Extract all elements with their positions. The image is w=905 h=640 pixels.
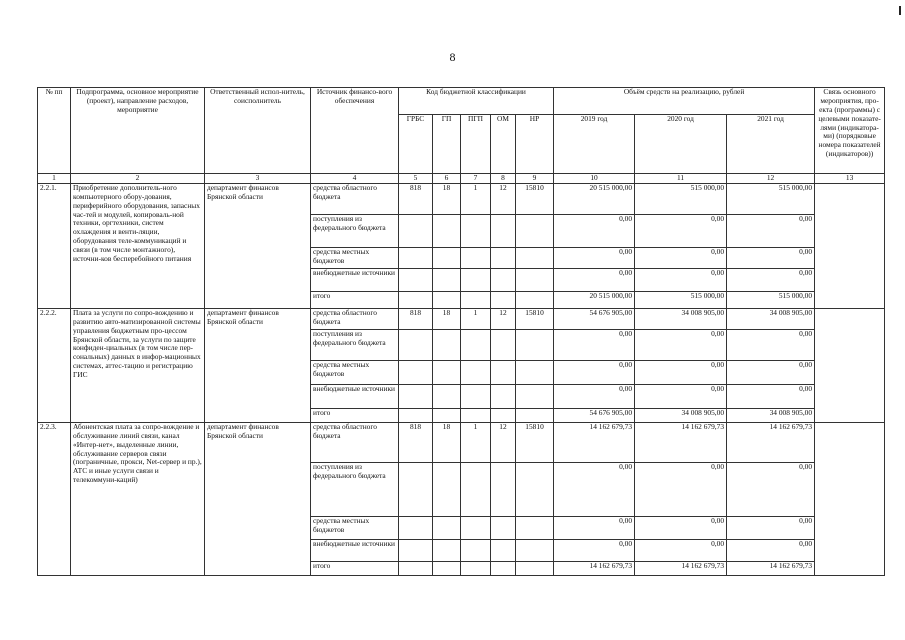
amount-2021: 0,00 [727, 360, 815, 384]
header-number: № пп [38, 88, 71, 174]
column-number: 12 [727, 174, 815, 184]
amount-2019: 0,00 [554, 384, 635, 408]
header-code-pgp: ПГП [461, 115, 491, 174]
amount-2019: 0,00 [554, 360, 635, 384]
amount-2021: 0,00 [727, 539, 815, 561]
entry-executor: департамент финансов Брянской области [205, 183, 311, 308]
total-label: итого [311, 291, 399, 308]
funding-source: средства местных бюджетов [311, 516, 399, 539]
amount-2020: 14 162 679,73 [635, 422, 727, 462]
page-number: 8 [449, 50, 456, 64]
entry-description: Плата за услуги по сопро-вождению и развитию авто-матизированной системы управления бюджетным про-цессом Брянской области, за услуги по защите конфиден-циальных (в том числе пер-сональных) данных в инфор-мационных системах, аттес-тацию и регистрацию ГИС [71, 308, 205, 422]
header-year-2019: 2019 год [554, 115, 635, 174]
amount-2020: 0,00 [635, 539, 727, 561]
amount-2020: 0,00 [635, 329, 727, 360]
indicator-link [815, 422, 885, 575]
amount-2019: 0,00 [554, 516, 635, 539]
code-gp: 18 [433, 308, 461, 329]
code-nr: 15810 [516, 422, 554, 462]
amount-2021: 0,00 [727, 384, 815, 408]
code-grbs: 818 [399, 422, 433, 462]
code-grbs: 818 [399, 308, 433, 329]
total-2021: 34 008 905,00 [727, 408, 815, 422]
amount-2020: 0,00 [635, 384, 727, 408]
indicator-link [815, 308, 885, 422]
funding-source: средства областного бюджета [311, 308, 399, 329]
amount-2019: 14 162 679,73 [554, 422, 635, 462]
header-code-gp: ГП [433, 115, 461, 174]
table-row [38, 422, 885, 462]
entry-executor: департамент финансов Брянской области [205, 308, 311, 422]
table-row [38, 183, 885, 214]
amount-2019: 0,00 [554, 329, 635, 360]
funding-source: внебюджетные источники [311, 384, 399, 408]
total-2020: 515 000,00 [635, 291, 727, 308]
header-year-2020: 2020 год [635, 115, 727, 174]
amount-2019: 0,00 [554, 268, 635, 291]
header-year-2021: 2021 год [727, 115, 815, 174]
funding-source: средства областного бюджета [311, 422, 399, 462]
amount-2019: 0,00 [554, 462, 635, 516]
total-2020: 14 162 679,73 [635, 561, 727, 575]
entry-executor: департамент финансов Брянской области [205, 422, 311, 575]
amount-2021: 0,00 [727, 247, 815, 268]
amount-2020: 0,00 [635, 214, 727, 247]
header-amount: Объём средств на реализацию, рублей [554, 88, 815, 115]
funding-source: средства местных бюджетов [311, 360, 399, 384]
funding-source: внебюджетные источники [311, 268, 399, 291]
column-number: 5 [399, 174, 433, 184]
amount-2019: 54 676 905,00 [554, 308, 635, 329]
header-executor: Ответственный испол-нитель, соисполнитель [205, 88, 311, 174]
total-label: итого [311, 408, 399, 422]
amount-2021: 0,00 [727, 214, 815, 247]
total-2020: 34 008 905,00 [635, 408, 727, 422]
code-om: 12 [491, 183, 516, 214]
scan-edge-mark [899, 6, 901, 15]
entry-description: Абонентская плата за сопро-вождение и обслуживание линий связи, канал «Интер-нет», выделенные линии, обслуживание серверов связи (пограничные, прокси, Net-сервер и пр.), АТС и иные услуги связи и телекоммуни-каций) [71, 422, 205, 575]
table-row [38, 308, 885, 329]
funding-source: поступления из федерального бюджета [311, 462, 399, 516]
funding-source: средства местных бюджетов [311, 247, 399, 268]
code-pgp: 1 [461, 422, 491, 462]
amount-2019: 0,00 [554, 214, 635, 247]
total-2019: 54 676 905,00 [554, 408, 635, 422]
entry-number: 2.2.1. [38, 183, 71, 308]
amount-2020: 515 000,00 [635, 183, 727, 214]
amount-2020: 0,00 [635, 268, 727, 291]
column-number-row [38, 174, 885, 184]
amount-2021: 0,00 [727, 329, 815, 360]
code-gp: 18 [433, 183, 461, 214]
total-2021: 14 162 679,73 [727, 561, 815, 575]
column-number: 11 [635, 174, 727, 184]
indicator-link [815, 183, 885, 308]
column-number: 10 [554, 174, 635, 184]
total-label: итого [311, 561, 399, 575]
amount-2020: 34 008 905,00 [635, 308, 727, 329]
header-indicator-link: Связь основного мероприятия, про-екта (программы) с целевыми показате-лями (индикатора-ми) (порядковые номера показателей (индикаторов)) [815, 88, 885, 174]
header-code-om: ОМ [491, 115, 516, 174]
amount-2021: 34 008 905,00 [727, 308, 815, 329]
code-nr: 15810 [516, 183, 554, 214]
code-pgp: 1 [461, 183, 491, 214]
entry-description: Приобретение дополнитель-ного компьютерного обору-дования, периферийного оборудования, запасных час-тей и модулей, копироваль-ной техники, оргтехники, систем охлаждения и венти-ляции, оборудования теле-коммуникаций и связи (в том числе монтажного), источни-ков бесперебойного питания [71, 183, 205, 308]
column-number: 6 [433, 174, 461, 184]
amount-2019: 0,00 [554, 247, 635, 268]
column-number: 4 [311, 174, 399, 184]
amount-2021: 0,00 [727, 462, 815, 516]
column-number: 7 [461, 174, 491, 184]
funding-source: внебюджетные источники [311, 539, 399, 561]
amount-2021: 515 000,00 [727, 183, 815, 214]
amount-2021: 14 162 679,73 [727, 422, 815, 462]
amount-2020: 0,00 [635, 516, 727, 539]
code-grbs: 818 [399, 183, 433, 214]
amount-2020: 0,00 [635, 247, 727, 268]
funding-source: поступления из федерального бюджета [311, 329, 399, 360]
amount-2020: 0,00 [635, 462, 727, 516]
funding-source: поступления из федерального бюджета [311, 214, 399, 247]
amount-2021: 0,00 [727, 516, 815, 539]
total-2019: 20 515 000,00 [554, 291, 635, 308]
entry-number: 2.2.3. [38, 422, 71, 575]
header-budget-code: Код бюджетной классификации [399, 88, 554, 115]
code-om: 12 [491, 422, 516, 462]
header-source: Источник финансо-вого обеспечения [311, 88, 399, 174]
column-number: 9 [516, 174, 554, 184]
total-2021: 515 000,00 [727, 291, 815, 308]
header-code-nr: НР [516, 115, 554, 174]
column-number: 3 [205, 174, 311, 184]
funding-source: средства областного бюджета [311, 183, 399, 214]
amount-2019: 0,00 [554, 539, 635, 561]
column-number: 8 [491, 174, 516, 184]
code-om: 12 [491, 308, 516, 329]
amount-2020: 0,00 [635, 360, 727, 384]
column-number: 13 [815, 174, 885, 184]
header-subprogram: Подпрограмма, основное мероприятие (проект), направление расходов, мероприятие [71, 88, 205, 174]
total-2019: 14 162 679,73 [554, 561, 635, 575]
budget-table [37, 87, 885, 576]
amount-2019: 20 515 000,00 [554, 183, 635, 214]
code-pgp: 1 [461, 308, 491, 329]
header-code-grbs: ГРБС [399, 115, 433, 174]
column-number: 1 [38, 174, 71, 184]
code-nr: 15810 [516, 308, 554, 329]
column-number: 2 [71, 174, 205, 184]
entry-number: 2.2.2. [38, 308, 71, 422]
amount-2021: 0,00 [727, 268, 815, 291]
code-gp: 18 [433, 422, 461, 462]
